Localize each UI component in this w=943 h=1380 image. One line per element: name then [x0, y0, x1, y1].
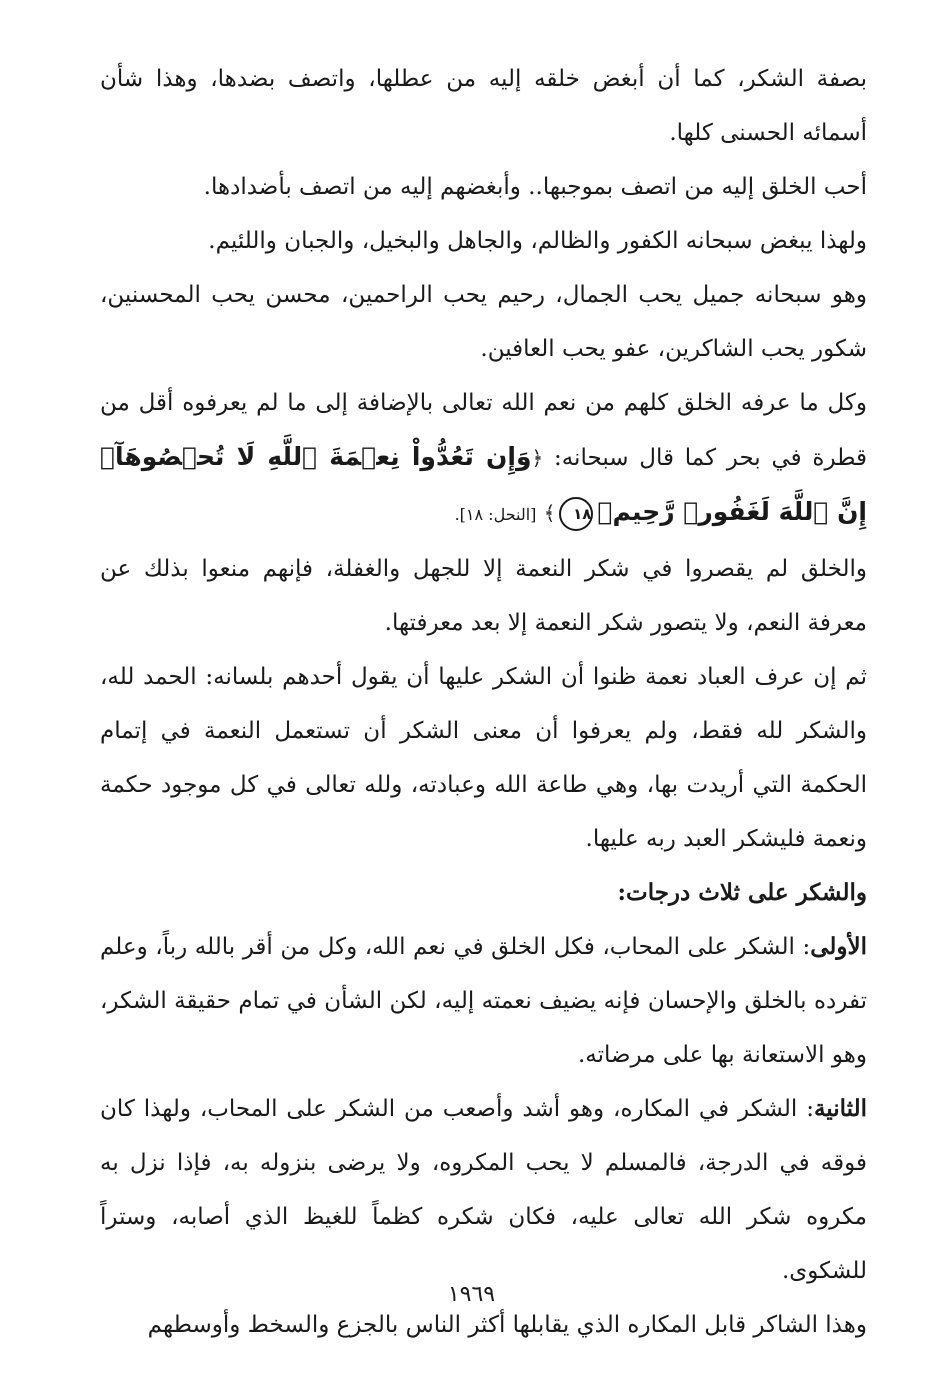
degree-label: الأولى	[810, 933, 867, 960]
degree-first-paragraph	[100, 920, 867, 1082]
paragraph-text: : الشكر في المكاره، وهو أشد وأصعب من الشكر على المحاب، ولهذا كان فوقه في الدرجة، فالمسلم لا يحب المكروه، ولا يرضى بنزوله به، فإذا نزل به مكروه شكر الله تعالى عليه، فكان شكره كظماً للغيظ الذي أصابه، وستراً للشكوى.	[100, 1096, 867, 1284]
paragraph-text: : الشكر على المحاب، فكل الخلق في نعم الله، وكل من أقر بالله رباً، وعلم تفرده بالخلق والإحسان فإنه يضيف نعمته إليه، لكن الشأن في تمام حقيقة الشكر، وهو الاستعانة بها على مرضاته.	[100, 934, 867, 1068]
ornate-bracket-open: ﴿	[531, 446, 544, 470]
paragraph: وهذا الشاكر قابل المكاره الذي يقابلها أكثر الناس بالجزع والسخط وأوسطهم	[147, 1312, 867, 1338]
section-heading: والشكر على ثلاث درجات:	[617, 879, 867, 906]
paragraph: والخلق لم يقصروا في شكر النعمة إلا للجهل والغفلة، فإنهم منعوا بذلك عن معرفة النعم، ولا يتصور شكر النعمة إلا بعد معرفتها.	[100, 556, 867, 636]
verse-reference: [النحل: ١٨].	[454, 505, 537, 524]
page-number: ١٩٦٩	[447, 1282, 496, 1307]
paragraph: أحب الخلق إليه من اتصف بموجبها.. وأبغضهم إليه من اتصف بأضدادها.	[203, 174, 867, 200]
ayah-number-marker: ١٨	[559, 497, 593, 531]
paragraph: بصفة الشكر، كما أن أبغض خلقه إليه من عطلها، واتصف بضدها، وهذا شأن أسمائه الحسنى كلها.	[100, 66, 867, 146]
paragraph-text: وكل ما عرفه الخلق كلهم من نعم الله تعالى بالإضافة إلى ما لم يعرفوه أقل من قطرة في بحر كما قال سبحانه:	[100, 390, 867, 471]
degree-label: الثانية	[813, 1095, 867, 1122]
ornate-bracket-close: ﴾	[543, 501, 556, 525]
paragraph: ولهذا يبغض سبحانه الكفور والظالم، والجاهل والبخيل، والجبان واللئيم.	[208, 228, 867, 254]
quran-citation-paragraph	[100, 376, 867, 542]
page-body	[100, 52, 867, 1352]
paragraph: وهو سبحانه جميل يحب الجمال، رحيم يحب الراحمين، محسن يحب المحسنين، شكور يحب الشاكرين، عفو يحب العافين.	[100, 282, 867, 362]
degree-second-paragraph	[100, 1082, 867, 1298]
quran-verse: وَإِن تَعُدُّواْ نِعۡمَةَ ٱللَّهِ لَا تُحۡصُوهَآۗ إِنَّ ٱللَّهَ لَغَفُورٞ رَّحِيمٞ	[100, 442, 867, 526]
paragraph: ثم إن عرف العباد نعمة ظنوا أن الشكر عليها أن يقول أحدهم بلسانه: الحمد لله، والشكر لله فقط، ولم يعرفوا أن معنى الشكر أن تستعمل النعمة في إتمام الحكمة التي أريدت بها، وهي طاعة الله وعبادته، ولله تعالى في كل موجود حكمة ونعمة فليشكر العبد ربه عليها.	[100, 664, 867, 852]
